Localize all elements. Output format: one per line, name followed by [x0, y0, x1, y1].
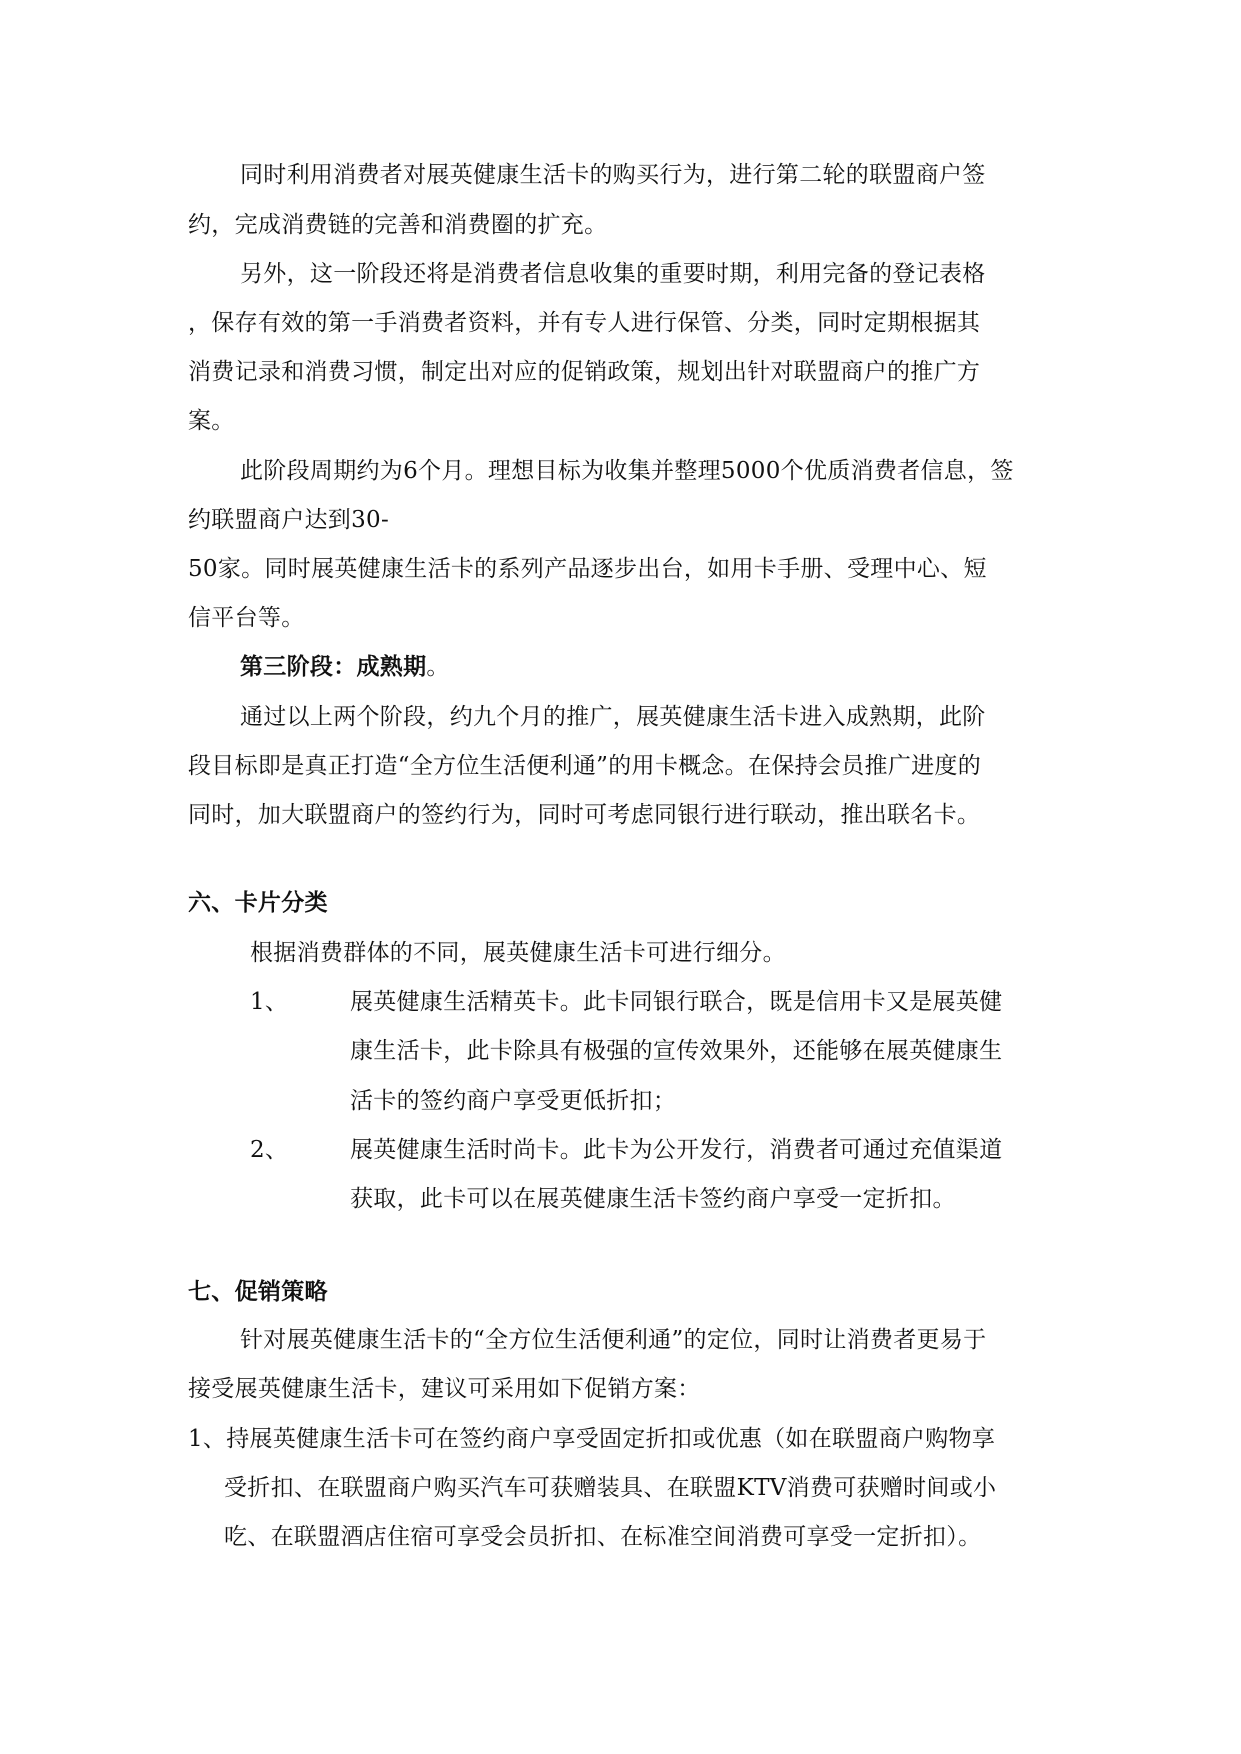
section7-intro-line: 接受展英健康生活卡，建议可采用如下促销方案：: [188, 1376, 701, 1402]
paragraph-line: 段目标即是真正打造“全方位生活便利通”的用卡概念。在保持会员推广进度的: [188, 753, 982, 779]
list-item-line: 康生活卡，此卡除具有极强的宣传效果外，还能够在展英健康生: [350, 1038, 1003, 1064]
paragraph-line: 通过以上两个阶段，约九个月的推广，展英健康生活卡进入成熟期，此阶: [240, 704, 986, 730]
promo-item-line: 吃、在联盟酒店住宿可享受会员折扣、在标准空间消费可享受一定折扣）。: [224, 1524, 982, 1550]
stage3-heading-text: 第三阶段：成熟期: [240, 653, 427, 680]
section6-heading: 六、卡片分类: [188, 889, 328, 916]
promo-item-line: 受折扣、在联盟商户购买汽车可获赠装具、在联盟KTV消费可获赠时间或小: [224, 1475, 997, 1501]
paragraph-line: 信平台等。: [188, 605, 305, 631]
list-item-number: 1、: [250, 989, 289, 1015]
stage3-heading-end: 。: [426, 654, 450, 680]
paragraph-line: 同时利用消费者对展英健康生活卡的购买行为，进行第二轮的联盟商户签: [240, 162, 986, 188]
list-item-number: 2、: [250, 1137, 289, 1163]
section6-intro: 根据消费群体的不同，展英健康生活卡可进行细分。: [250, 940, 786, 966]
paragraph-line: 案。: [188, 408, 235, 434]
paragraph-line: 约，完成消费链的完善和消费圈的扩充。: [188, 212, 608, 238]
list-item-line: 活卡的签约商户享受更低折扣；: [350, 1088, 677, 1114]
paragraph-line: 此阶段周期约为6个月。理想目标为收集并整理5000个优质消费者信息，签: [240, 458, 1014, 484]
stage3-heading: [240, 652, 450, 682]
section7-heading: 七、促销策略: [188, 1278, 328, 1305]
section7-intro-line: 针对展英健康生活卡的“全方位生活便利通”的定位，同时让消费者更易于: [240, 1327, 987, 1353]
list-item-line: 获取，此卡可以在展英健康生活卡签约商户享受一定折扣。: [350, 1186, 956, 1212]
list-item-line: 展英健康生活时尚卡。此卡为公开发行，消费者可通过充值渠道: [350, 1137, 1003, 1163]
paragraph-line: 另外，这一阶段还将是消费者信息收集的重要时期，利用完备的登记表格: [240, 261, 986, 287]
paragraph-line: 约联盟商户达到30-: [188, 507, 390, 533]
list-item-line: 展英健康生活精英卡。此卡同银行联合，既是信用卡又是展英健: [350, 989, 1003, 1015]
paragraph-line: 同时，加大联盟商户的签约行为，同时可考虑同银行进行联动，推出联名卡。: [188, 802, 981, 828]
paragraph-line: 消费记录和消费习惯，制定出对应的促销政策，规划出针对联盟商户的推广方: [188, 359, 981, 385]
promo-item-line: 1、持展英健康生活卡可在签约商户享受固定折扣或优惠（如在联盟商户购物享: [188, 1426, 996, 1452]
paragraph-line: 50家。同时展英健康生活卡的系列产品逐步出台，如用卡手册、受理中心、短: [188, 556, 987, 582]
paragraph-line: ，保存有效的第一手消费者资料，并有专人进行保管、分类，同时定期根据其: [188, 310, 981, 336]
